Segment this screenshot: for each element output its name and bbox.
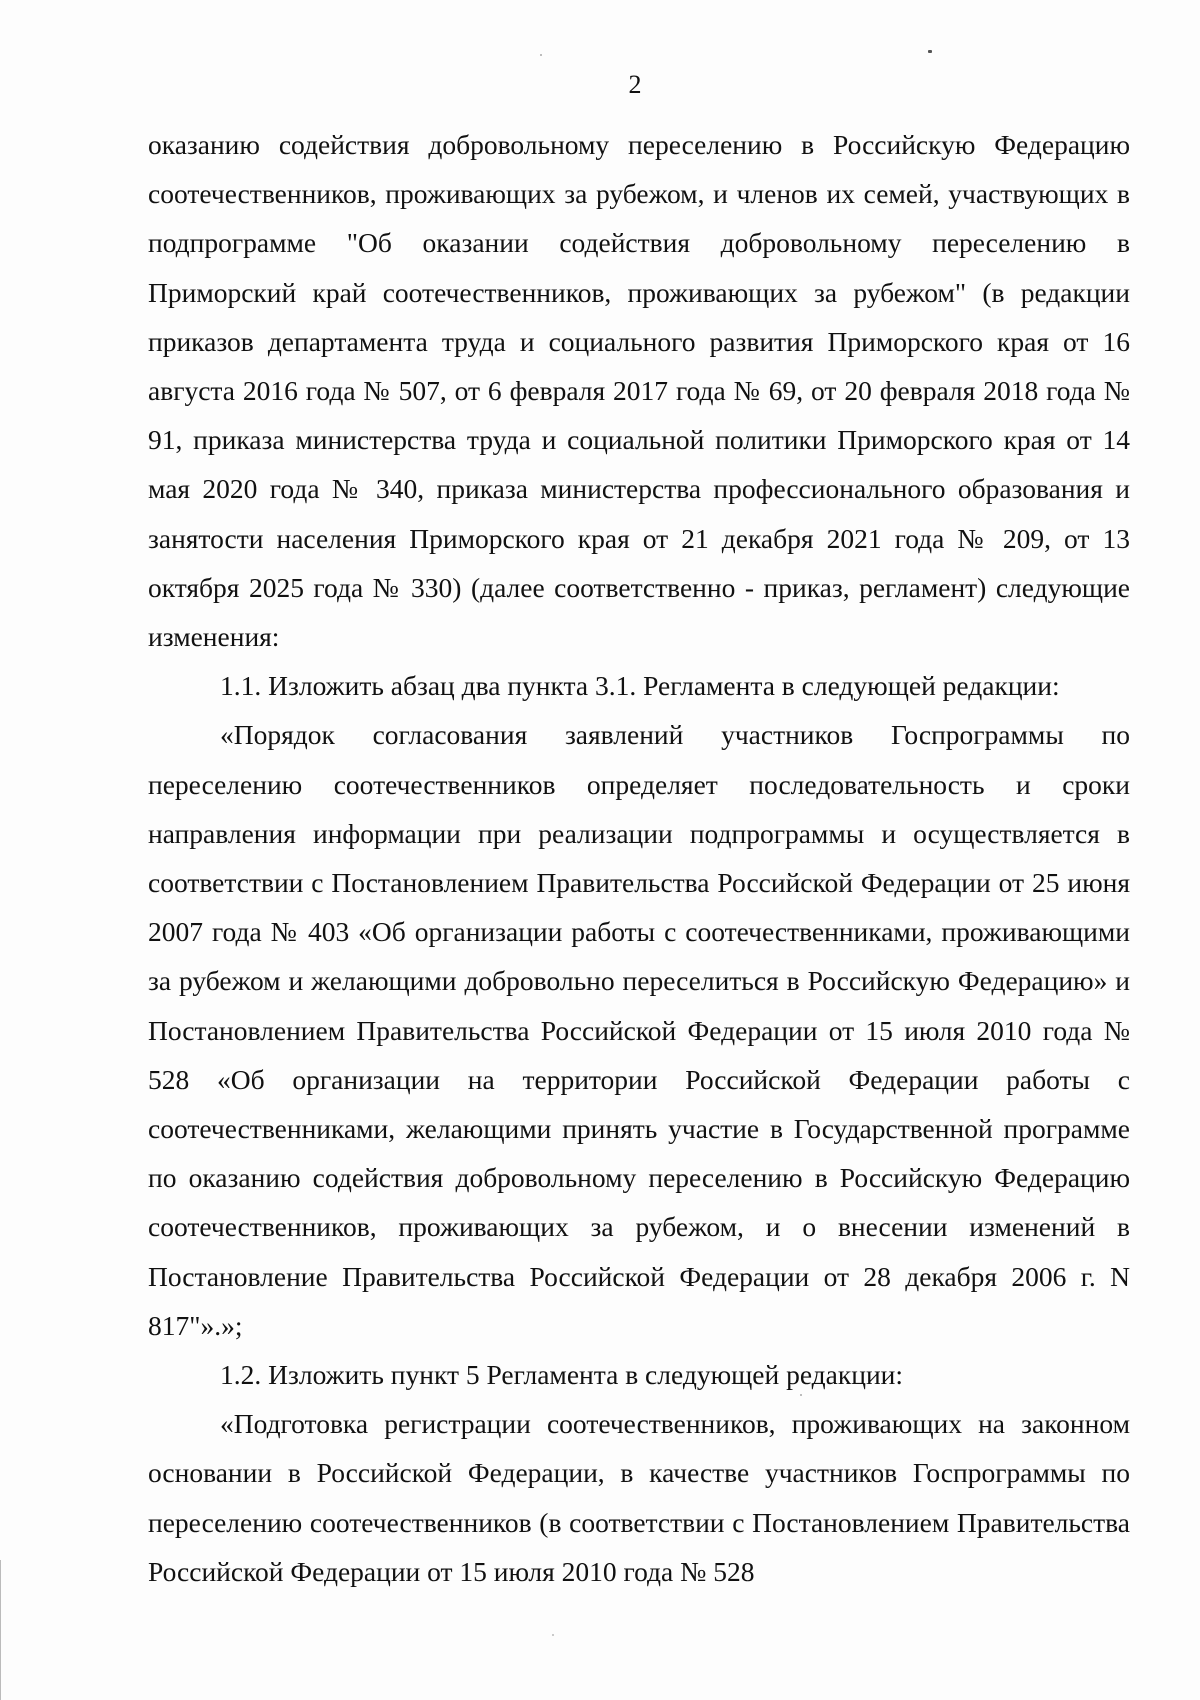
scan-speck xyxy=(928,50,932,53)
scan-speck xyxy=(540,54,542,56)
document-body xyxy=(148,120,1130,1596)
page-number: 2 xyxy=(628,70,642,99)
paragraph-quoted-text-1: «Порядок согласования заявлений участников Госпрограммы по переселению соотечественников определяет последовательность и сроки направления информации при реализации подпрограммы и осуществляется в соответствии с Постановлением Правительства Российской Федерации от 25 июня 2007 года № 403 «Об организации работы с соотечественниками, проживающими за рубежом и желающими добровольно переселиться в Российскую Федерацию» и Постановлением Правительства Российской Федерации от 15 июля 2010 года № 528 «Об организации на территории Российской Федерации работы с соотечественниками, желающими принять участие в Государственной программе по оказанию содействия добровольному переселению в Российскую Федерацию соотечественников, проживающих за рубежом, и о внесении изменений в Постановление Правительства Российской Федерации от 28 декабря 2006 г. N 817"».»; xyxy=(148,719,1130,1341)
paragraph-item-1-2: 1.2. Изложить пункт 5 Регламента в следующей редакции: xyxy=(220,1359,904,1391)
paragraph-quoted-text-2: «Подготовка регистрации соотечественников, проживающих на законном основании в Российской Федерации, в качестве участников Госпрограммы по переселению соотечественников (в соответствии с Постановлением Правительства Российской Федерации от 15 июля 2010 года № 528 xyxy=(148,1408,1130,1587)
paragraph-amendment-intro: оказанию содействия добровольному переселению в Российскую Федерацию соотечественников, проживающих за рубежом, и членов их семей, участвующих в подпрограмме "Об оказании содействия добровольному переселению в Приморский край соотечественников, проживающих за рубежом" (в редакции приказов департамента труда и социального развития Приморского края от 16 августа 2016 года № 507, от 6 февраля 2017 года № 69, от 20 февраля 2018 года № 91, приказа министерства труда и социальной политики Приморского края от 14 мая 2020 года № 340, приказа министерства профессионального образования и занятости населения Приморского края от 21 декабря 2021 года № 209, от 13 октября 2025 года № 330) (далее соответственно - приказ, регламент) следующие изменения: xyxy=(148,129,1130,653)
scan-edge-line xyxy=(0,1560,1,1700)
paragraph-item-1-1: 1.1. Изложить абзац два пункта 3.1. Регламента в следующей редакции: xyxy=(220,670,1060,702)
scan-speck xyxy=(552,1634,554,1636)
